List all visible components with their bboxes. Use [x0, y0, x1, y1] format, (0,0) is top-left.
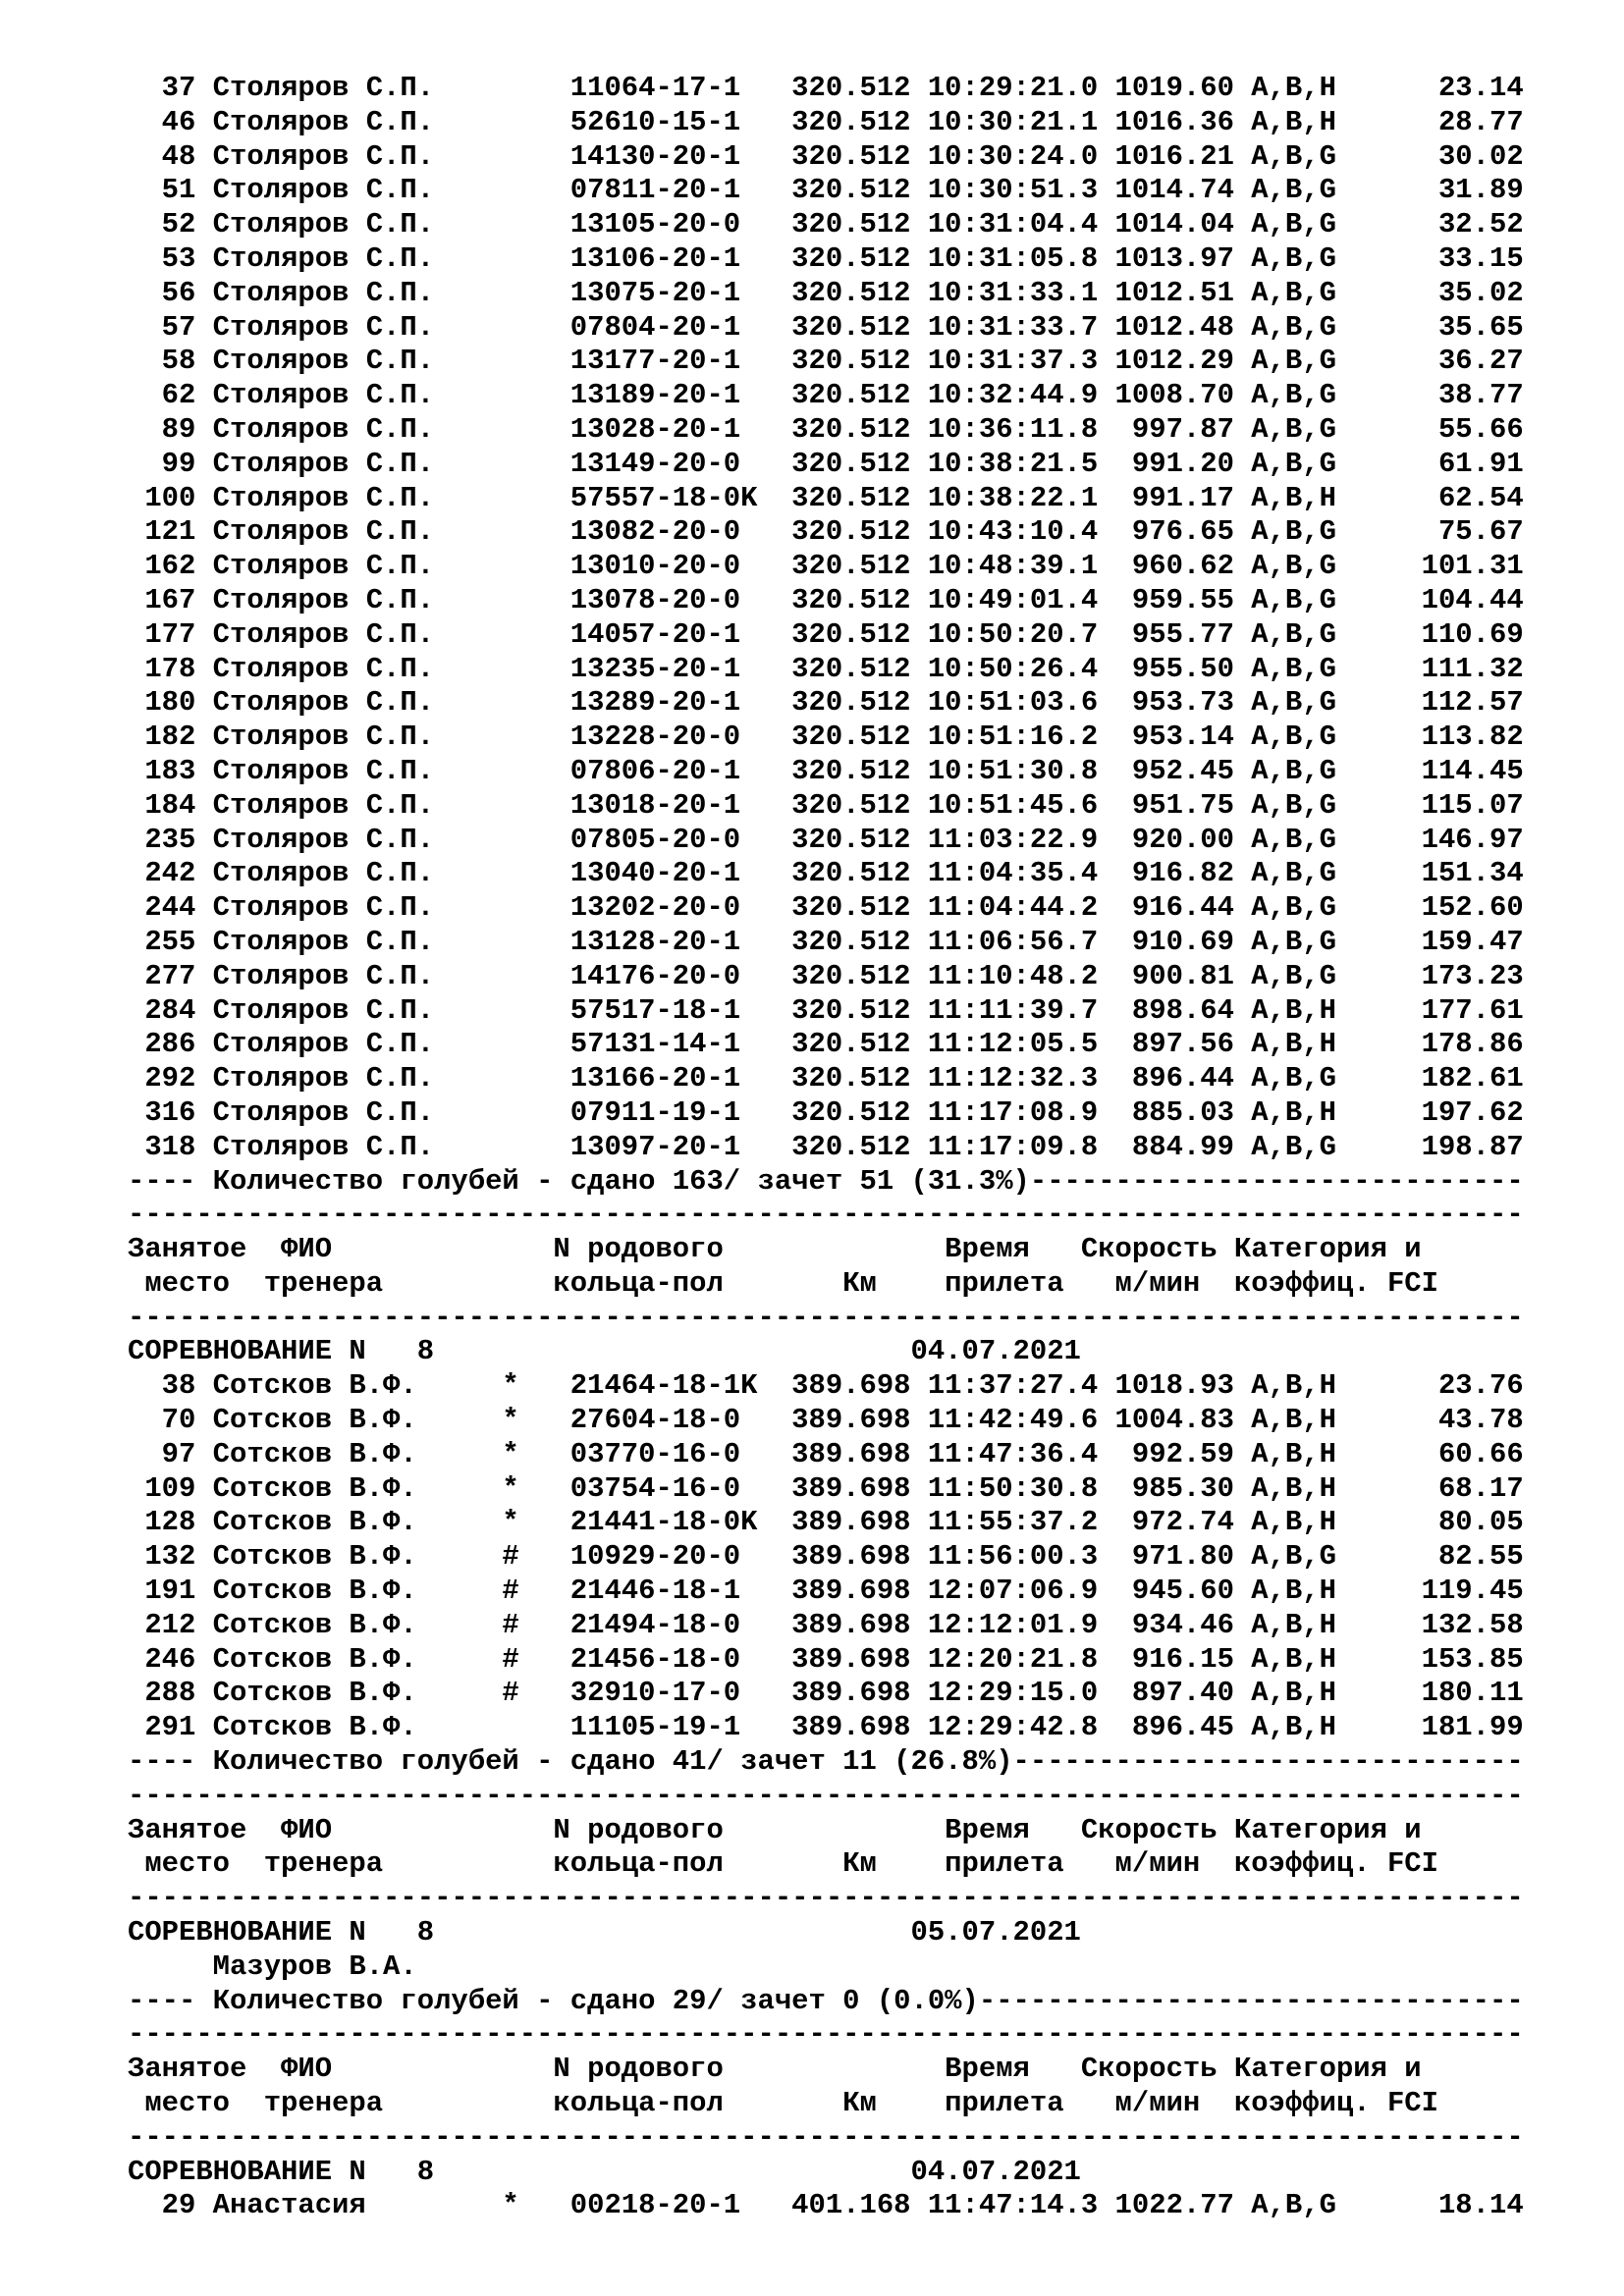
result-row: 109 Сотсков В.Ф. * 03754-16-0 389.698 11:50:30.8 985.30 A,B,H 68.17 — [128, 1471, 1524, 1505]
participant-line: 38 Сотсков В.Ф. * 21464-18-1K 389.698 11:37:27.4 1018.93 A,B,H 23.76 — [128, 1369, 1524, 1403]
separator-line: ---------------------------------------------------------------------------------- — [128, 2120, 1524, 2154]
summary-line: ---- Количество голубей - сдано 29/ зачет 0 (0.0%)-------------------------------- — [128, 1984, 1524, 2017]
result-row: 212 Сотсков В.Ф. # 21494-18-0 389.698 12:12:01.9 934.46 A,B,H 132.58 — [128, 1608, 1524, 1641]
result-row: 132 Сотсков В.Ф. # 10929-20-0 389.698 11:56:00.3 971.80 A,B,G 82.55 — [128, 1540, 1524, 1574]
separator-line: ---------------------------------------------------------------------------------- — [128, 1779, 1524, 1812]
participant-line: 99 Столяров С.П. 13149-20-0 320.512 10:38:21.5 991.20 A,B,G 61.91 — [128, 447, 1524, 480]
result-row: 167 Столяров С.П. 13078-20-0 320.512 10:49:01.4 959.55 A,B,G 104.44 — [128, 583, 1524, 616]
result-row: 177 Столяров С.П. 14057-20-1 320.512 10:50:20.7 955.77 A,B,G 110.69 — [128, 617, 1524, 651]
participant-line: 58 Столяров С.П. 13177-20-1 320.512 10:31:37.3 1012.29 A,B,G 36.27 — [128, 345, 1524, 378]
result-row: 121 Столяров С.П. 13082-20-0 320.512 10:43:10.4 976.65 A,B,G 75.67 — [128, 515, 1524, 549]
result-row: 178 Столяров С.П. 13235-20-1 320.512 10:50:26.4 955.50 A,B,G 111.32 — [128, 652, 1524, 685]
column-header: место тренера кольца-пол Км прилета м/мин коэффиц. FCI — [128, 1266, 1438, 1300]
result-row: 292 Столяров С.П. 13166-20-1 320.512 11:12:32.3 896.44 A,B,G 182.61 — [128, 1062, 1524, 1095]
results-report — [128, 72, 1600, 2223]
column-header: Занятое ФИО N родового Время Скорость Категория и — [128, 2053, 1422, 2086]
separator-line: ---------------------------------------------------------------------------------- — [128, 1882, 1524, 1915]
result-row: 182 Столяров С.П. 13228-20-0 320.512 10:51:16.2 953.14 A,B,G 113.82 — [128, 721, 1524, 754]
result-row: 183 Столяров С.П. 07806-20-1 320.512 10:51:30.8 952.45 A,B,G 114.45 — [128, 754, 1524, 787]
result-row: 255 Столяров С.П. 13128-20-1 320.512 11:06:56.7 910.69 A,B,G 159.47 — [128, 925, 1524, 958]
participant-line: 37 Столяров С.П. 11064-17-1 320.512 10:29:21.0 1019.60 A,B,H 23.14 — [128, 72, 1524, 104]
result-row: 246 Сотсков В.Ф. # 21456-18-0 389.698 12:20:21.8 916.15 A,B,H 153.85 — [128, 1642, 1524, 1676]
participant-line: 56 Столяров С.П. 13075-20-1 320.512 10:31:33.1 1012.51 A,B,G 35.02 — [128, 276, 1524, 309]
participant-line: 46 Столяров С.П. 52610-15-1 320.512 10:30:21.1 1016.36 A,B,H 28.77 — [128, 105, 1524, 138]
result-row: 318 Столяров С.П. 13097-20-1 320.512 11:17:09.8 884.99 A,B,G 198.87 — [128, 1130, 1524, 1163]
summary-line: ---- Количество голубей - сдано 163/ зачет 51 (31.3%)----------------------------- — [128, 1164, 1524, 1198]
result-row: 244 Столяров С.П. 13202-20-0 320.512 11:04:44.2 916.44 A,B,G 152.60 — [128, 891, 1524, 925]
result-row: 291 Сотсков В.Ф. 11105-19-1 389.698 12:29:42.8 896.45 A,B,H 181.99 — [128, 1711, 1524, 1744]
result-row: 180 Столяров С.П. 13289-20-1 320.512 10:51:03.6 953.73 A,B,G 112.57 — [128, 686, 1524, 720]
summary-line: ---- Количество голубей - сдано 41/ зачет 11 (26.8%)------------------------------ — [128, 1745, 1524, 1779]
column-header: Занятое ФИО N родового Время Скорость Категория и — [128, 1233, 1422, 1266]
participant-line: 62 Столяров С.П. 13189-20-1 320.512 10:32:44.9 1008.70 A,B,G 38.77 — [128, 379, 1524, 412]
participant-line: 97 Сотсков В.Ф. * 03770-16-0 389.698 11:47:36.4 992.59 A,B,H 60.66 — [128, 1437, 1524, 1470]
participant-line: 89 Столяров С.П. 13028-20-1 320.512 10:36:11.8 997.87 A,B,G 55.66 — [128, 412, 1524, 446]
column-header: место тренера кольца-пол Км прилета м/мин коэффиц. FCI — [128, 2087, 1438, 2120]
participant-line: 53 Столяров С.П. 13106-20-1 320.512 10:31:05.8 1013.97 A,B,G 33.15 — [128, 241, 1524, 275]
participant-line: 70 Сотсков В.Ф. * 27604-18-0 389.698 11:42:49.6 1004.83 A,B,H 43.78 — [128, 1404, 1524, 1437]
result-row: 242 Столяров С.П. 13040-20-1 320.512 11:04:35.4 916.82 A,B,G 151.34 — [128, 857, 1524, 890]
column-header: Занятое ФИО N родового Время Скорость Категория и — [128, 1813, 1422, 1846]
result-row: 286 Столяров С.П. 57131-14-1 320.512 11:12:05.5 897.56 A,B,H 178.86 — [128, 1028, 1524, 1061]
result-row: 288 Сотсков В.Ф. # 32910-17-0 389.698 12:29:15.0 897.40 A,B,H 180.11 — [128, 1677, 1524, 1710]
result-row: 284 Столяров С.П. 57517-18-1 320.512 11:11:39.7 898.64 A,B,H 177.61 — [128, 993, 1524, 1027]
participant-line: 57 Столяров С.П. 07804-20-1 320.512 10:31:33.7 1012.48 A,B,G 35.65 — [128, 310, 1524, 344]
result-row: 235 Столяров С.П. 07805-20-0 320.512 11:03:22.9 920.00 A,B,G 146.97 — [128, 823, 1524, 856]
separator-line: ---------------------------------------------------------------------------------- — [128, 1301, 1524, 1334]
participant-line: 29 Анастасия * 00218-20-1 401.168 11:47:14.3 1022.77 A,B,G 18.14 — [128, 2189, 1524, 2222]
competition-header: СОРЕВНОВАНИЕ N 8 04.07.2021 — [128, 2155, 1081, 2188]
participant-line: Мазуров В.А. — [128, 1949, 417, 1983]
result-row: 162 Столяров С.П. 13010-20-0 320.512 10:48:39.1 960.62 A,B,G 101.31 — [128, 550, 1524, 583]
result-row: 184 Столяров С.П. 13018-20-1 320.512 10:51:45.6 951.75 A,B,G 115.07 — [128, 788, 1524, 822]
separator-line: ---------------------------------------------------------------------------------- — [128, 2018, 1524, 2052]
result-row: 277 Столяров С.П. 14176-20-0 320.512 11:10:48.2 900.81 A,B,G 173.23 — [128, 959, 1524, 992]
column-header: место тренера кольца-пол Км прилета м/мин коэффиц. FCI — [128, 1847, 1438, 1881]
result-row: 316 Столяров С.П. 07911-19-1 320.512 11:17:08.9 885.03 A,B,H 197.62 — [128, 1095, 1524, 1129]
participant-line: 48 Столяров С.П. 14130-20-1 320.512 10:30:24.0 1016.21 A,B,G 30.02 — [128, 139, 1524, 173]
participant-line: 51 Столяров С.П. 07811-20-1 320.512 10:30:51.3 1014.74 A,B,G 31.89 — [128, 174, 1524, 207]
result-row: 191 Сотсков В.Ф. # 21446-18-1 389.698 12:07:06.9 945.60 A,B,H 119.45 — [128, 1575, 1524, 1608]
result-row: 100 Столяров С.П. 57557-18-0K 320.512 10:38:22.1 991.17 A,B,H 62.54 — [128, 481, 1524, 514]
separator-line: ---------------------------------------------------------------------------------- — [128, 1199, 1524, 1232]
competition-header: СОРЕВНОВАНИЕ N 8 04.07.2021 — [128, 1335, 1081, 1368]
result-row: 128 Сотсков В.Ф. * 21441-18-0K 389.698 11:55:37.2 972.74 A,B,H 80.05 — [128, 1506, 1524, 1539]
competition-header: СОРЕВНОВАНИЕ N 8 05.07.2021 — [128, 1916, 1081, 1949]
participant-line: 52 Столяров С.П. 13105-20-0 320.512 10:31:04.4 1014.04 A,B,G 32.52 — [128, 208, 1524, 241]
